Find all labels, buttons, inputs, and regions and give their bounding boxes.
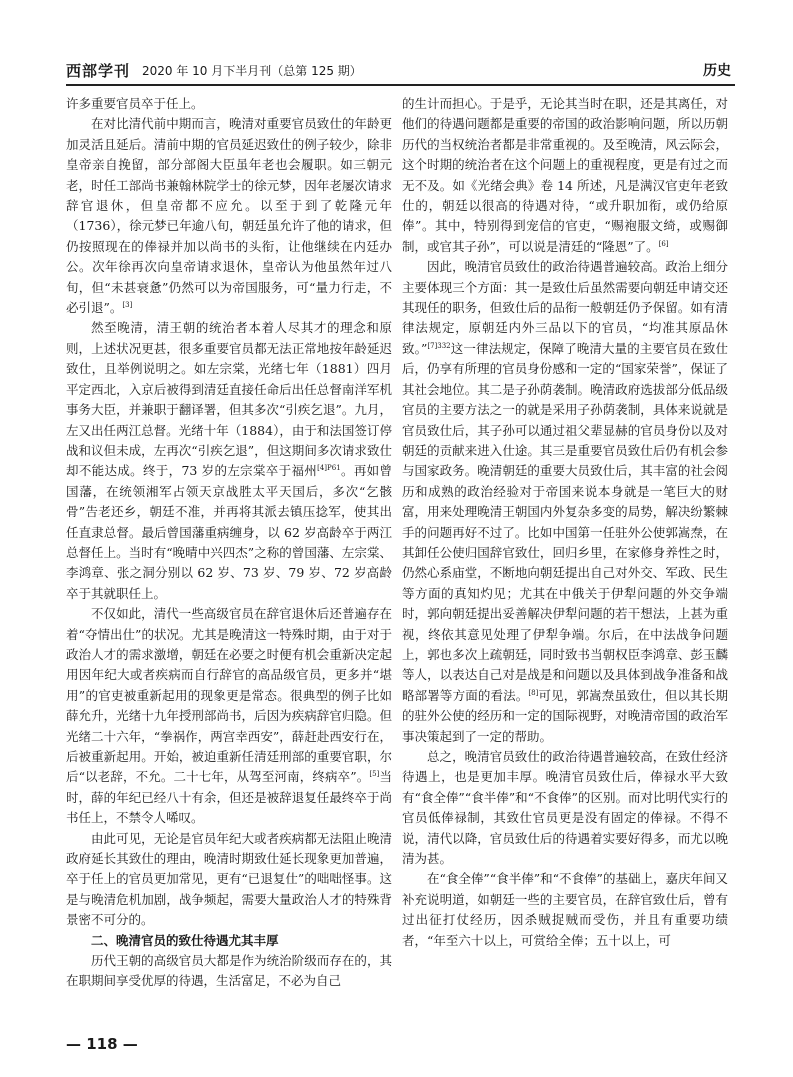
paragraph-text: 许多重要官员卒于任上。 — [66, 96, 204, 111]
citation-marker: [7]332 — [427, 341, 451, 350]
paragraph — [66, 94, 392, 114]
paragraph — [402, 747, 728, 869]
paragraph — [66, 951, 392, 992]
paragraph-text: 可见，郭嵩焘虽致仕，但以其长期的驻外公使的经历和一定的国际视野，对晚清帝国的政治军事决策起到了一定的帮助。 — [402, 687, 728, 744]
paragraph-text: 。再如曾国藩，在统领湘军占领天京战胜太平天国后，多次“乞骸骨”告老还乡，朝廷不准，并再将其派去镇压捻军，使其出任直隶总督。最后曾国藩重病缠身，以 62 岁高龄卒于两江总督任上。当时有“晚晴中兴四杰”之称的曾国藩、左宗棠、李鸿章、张之洞分别以 62 岁、73 岁、79 岁、72 岁高龄卒于其就职任上。 — [66, 463, 392, 601]
paragraph — [402, 94, 728, 257]
citation-marker: [3] — [122, 300, 133, 309]
page-number: — 118 — — [66, 1035, 138, 1053]
journal-logo: 西部学刊 — [66, 62, 131, 80]
paragraph-text: 这一律法规定，保障了晚清大量的主要官员在致仕后，仍享有所理的官员身份感和一定的“国家荣誉”，保证了其社会地位。其二是子孙荫袭制。晚清政府选拔部分低品级官员的主要方法之一的就是采用子孙荫袭制，具体来说就是官员致仕后，其子孙可以通过祖父辈显赫的官员身份以及对朝廷的贡献来进入仕途。其三是重要官员致仕后仍有机会参与国家政务。晚清朝廷的重要大员致仕后，其丰富的社会阅历和成熟的政治经验对于帝国来说本身就是一笔巨大的财富，用来处理晚清王朝国内外复杂多变的局势，解决纷繁棘手的问题再好不过了。比如中国第一任驻外公使郭嵩焘，在其卸任公使归国辞官致仕，回归乡里，在家修身养性之时，仍然心系庙堂，不断地向朝廷提出自己对外交、军政、民生等方面的真知灼见；尤其在中俄关于伊犁问题的外交争端时，郭向朝廷提出妥善解决伊犁问题的若干想法，上甚为重视，终依其意见处理了伊犁争端。尔后，在中法战争问题上，郭也多次上疏朝廷，同时致书当朝权臣李鸿章、彭玉麟等人，以表达自己对是战是和问题以及具体到战争准备和战略部署等方面的看法。 — [402, 340, 728, 703]
citation-marker: [4]P61 — [317, 464, 341, 473]
paragraph-text: 在对比清代前中期而言，晚清对重要官员致仕的年龄更加灵活且延后。清前中期的官员延迟致仕的例子较少，除非皇帝亲自挽留，部分部阁大臣虽年老也会履职。如三朝元老，时任工部尚书兼翰林院学士的徐元梦，因年老屡次请求辞官退休，但皇帝都不应允。以至于到了乾隆元年（1736），徐元梦已年逾八旬，朝廷虽允许了他的请求，但仍按照现在的俸禄并加以尚书的头衔，让他继续在内廷办公。次年徐再次向皇帝请求退休，皇帝认为他虽然年过八旬，但“未甚衰惫”仍然可以为帝国服务，可“量力行走，不必引退”。 — [66, 116, 392, 316]
paragraph-text: 的生计而担心。于是乎，无论其当时在职，还是其离任，对他们的待遇问题都是重要的帝国的政治影响问题，所以历朝历代的当权统治者都是非常重视的。及至晚清，风云际会，这个时期的统治者在这个问题上的重视程度，更是有过之而无不及。如《光绪会典》卷 14 所述，凡是满汉官吏年老致仕的，朝廷以很高的待遇对待，“或升职加衔，或仍给原俸”。其中，特别得到宠信的官吏，“赐袍服文绮，或赐御制，或官其子孙”，可以说是清廷的“隆恩”了。 — [402, 96, 728, 254]
paragraph-text: 历代王朝的高级官员大都是作为统治阶级而存在的，其在职期间享受优厚的待遇，生活富足，不必为自己 — [66, 953, 392, 989]
paragraph — [66, 318, 392, 604]
paragraph — [66, 114, 392, 318]
section-heading — [66, 931, 392, 951]
running-header — [66, 56, 735, 86]
section-title: 历史 — [703, 63, 731, 79]
paragraph-text: 然至晚清，清王朝的统治者本着人尽其才的理念和原则，上述状况更甚，很多重要官员都无法正常地按年龄延迟致仕，且举例说明之。如左宗棠，光绪七年（1881）四月平定西北，入京后被得到清廷直接任命后出任总督南洋军机事务大臣，并兼职于翻译署，但其多次“引疾乞退”。九月，左又出任两江总督。光绪十年（1884），由于和法国签订停战和议但未成，左再次“引疾乞退”，但这期间多次请求致仕却不能达成。终于，73 岁的左宗棠卒于福州 — [66, 320, 392, 479]
paragraph-text: 二、晚清官员的致仕待遇尤其丰厚 — [91, 932, 279, 948]
issue-info: 2020 年 10 月下半月刊（总第 125 期） — [142, 64, 362, 78]
paragraph-text: 不仅如此，清代一些高级官员在辞官退休后还普遍存在着“夺情出仕”的状况。尤其是晚清这一特殊时期，由于对于政治人才的需求激增，朝廷在必要之时便有机会重新决定起用因年纪大或者疾病而自行辞官的高品级官员，更多并“堪用”的官吏被重新起用的现象更是常态。很典型的例子比如薛允升，光绪十九年授刑部尚书，后因为疾病辞官归隐。但光绪二十六年，“拳祸作，两宫幸西安”，薛赶赴西安行在，后被重新起用。开始，被迫重新任清廷刑部的重要官职，尔后“以老辞，不允。二十七年，从驾至河南，终病卒”。 — [66, 606, 392, 785]
citation-marker: [5] — [369, 770, 380, 779]
right-column — [402, 94, 728, 951]
paragraph-text: 由此可见，无论是官员年纪大或者疾病都无法阻止晚清政府延长其致仕的理由，晚清时期致仕延长现象更加普遍，卒于任上的官员更加常见，更有“已退复仕”的咄咄怪事。这是与晚清危机加剧，战争频起，需要大量政治人才的特殊背景密不可分的。 — [66, 830, 392, 928]
paragraph-text: 在“食全俸”“食半俸”和“不食俸”的基础上，嘉庆年间又补充说明道，如朝廷一些的主要官员，在辞官致仕后，曾有过出征打仗经历，因杀贼捉贼而受伤，并且有重要功绩者，“年至六十以上，可赏给全俸；五十以上，可 — [402, 871, 728, 948]
citation-marker: [6] — [658, 239, 669, 248]
paragraph-text: 总之，晚清官员致仕的政治待遇普遍较高，在致仕经济待遇上，也是更加丰厚。晚清官员致仕后，俸禄水平大致有“食全俸”“食半俸”和“不食俸”的区别。而对比明代实行的官员低俸禄制，其致仕官员更是没有固定的俸禄。不得不说，清代以降，官员致仕后的待遇着实要好得多，而尤以晚清为甚。 — [402, 749, 728, 867]
paragraph — [402, 257, 728, 747]
paragraph-text: 因此，晚清官员致仕的政治待遇普遍较高。政治上细分主要体现三个方面：其一是致仕后虽然需要向朝廷申请交还其现任的职务，但致仕后的品衔一般朝廷仍予保留。如有清律法规定，原朝廷内外三品以下的官员，“均准其原品休致。” — [402, 259, 728, 356]
paragraph-text: 当时，薛的年纪已经八十有余，但还是被辞退复任最终卒于尚书任上，不禁令人唏叹。 — [66, 769, 392, 826]
paragraph — [66, 829, 392, 931]
paragraph — [66, 604, 392, 828]
paragraph — [402, 869, 728, 951]
left-column — [66, 94, 392, 992]
citation-marker: [8] — [528, 688, 539, 697]
